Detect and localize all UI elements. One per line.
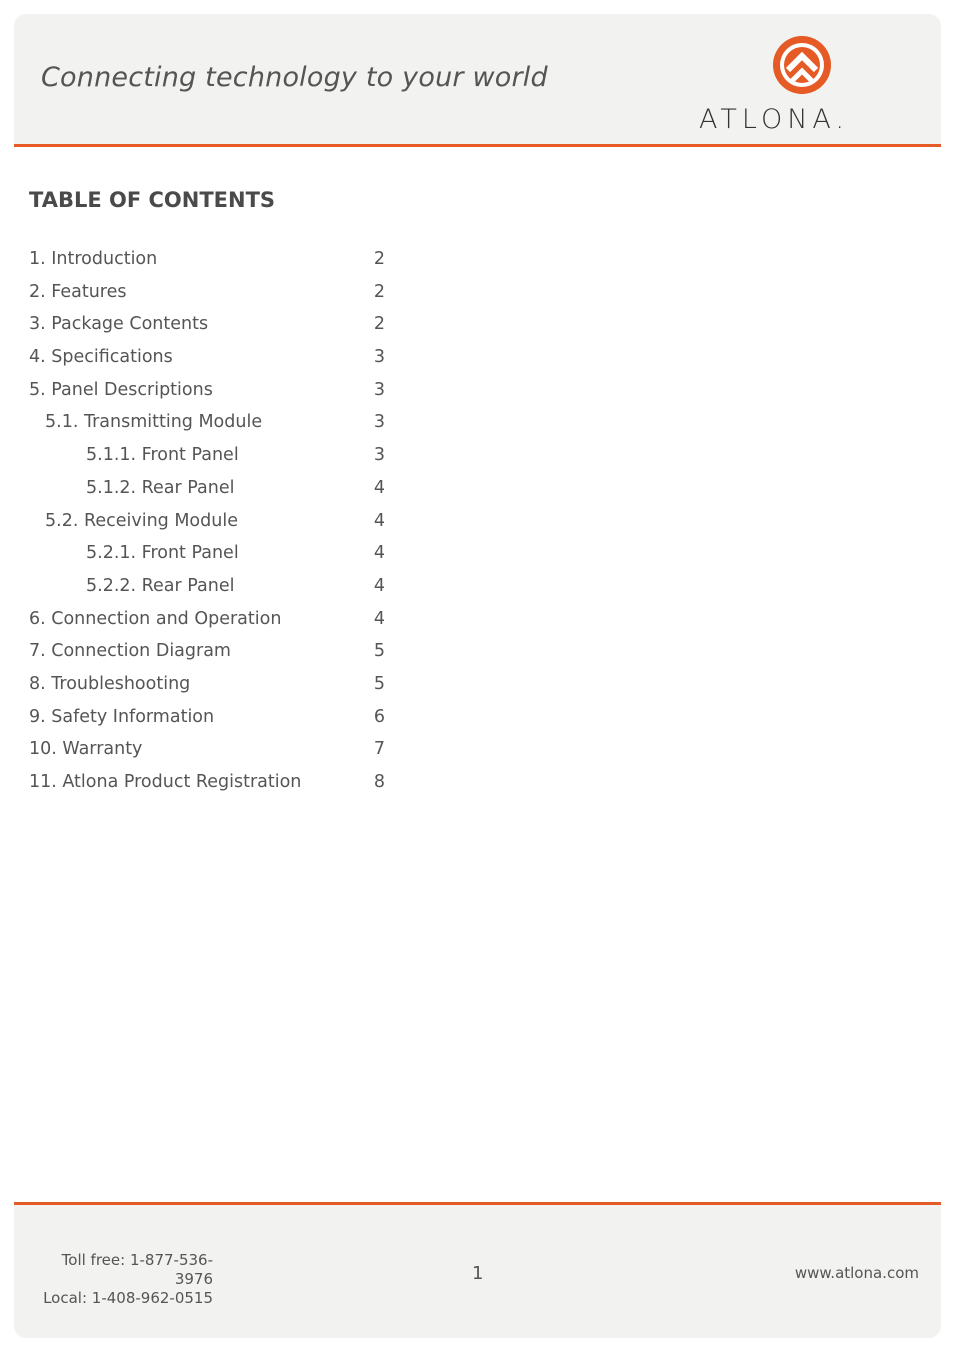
toc-item-page: 4 [373,510,385,531]
contact-info [36,1251,213,1308]
toc-item-label: 5.1. Transmitting Module [45,412,263,433]
toc-item[interactable] [29,472,389,505]
toc-item-label: 10. Warranty [29,739,143,760]
toc-item-page: 8 [373,772,385,792]
toc-item-label: 5.1.2. Rear Panel [86,477,235,498]
tagline: Connecting technology to your world [41,62,548,93]
toc-item-label: 9. Safety Information [29,706,215,727]
toc-item[interactable] [29,341,389,374]
toc-item[interactable] [29,406,389,439]
brand-wordmark: ATLONA. [699,104,849,135]
toc-item-label: 4. Specifications [29,347,173,368]
toc-item-page: 5 [373,641,385,662]
toc-item-label: 5.2.1. Front Panel [86,543,239,564]
toc-item-page: 5 [373,673,385,694]
toc-item[interactable] [29,701,389,734]
toc-item-label: 8. Troubleshooting [29,673,191,694]
page-footer [14,1202,941,1338]
page-number: 1 [472,1263,484,1284]
toc-item-label: 3. Package Contents [29,314,209,335]
page-header [14,14,941,147]
local-number: Local: 1-408-962-0515 [43,1289,213,1307]
toc-item-label: 11. Atlona Product Registration [29,772,302,792]
toc-item-label: 1. Introduction [29,249,158,269]
toc-item[interactable] [29,505,389,538]
toc-item[interactable] [29,603,389,636]
toc-item[interactable] [29,276,389,309]
toc-item-page: 4 [373,608,385,629]
toc-item-label: 5.1.1. Front Panel [86,445,239,466]
toll-free-number: Toll free: 1-877-536-3976 [61,1251,213,1288]
toc-item-page: 4 [373,575,385,596]
toc-item-page: 3 [373,412,385,433]
toc-item-label: 5. Panel Descriptions [29,379,213,400]
atlona-chevron-logo-icon [772,35,832,95]
toc-item-page: 7 [373,739,385,760]
toc-item-label: 6. Connection and Operation [29,608,282,629]
toc-item[interactable] [29,766,389,799]
toc-item[interactable] [29,374,389,407]
toc-item-page: 3 [373,347,385,368]
toc-item-page: 2 [373,314,385,335]
toc-item[interactable] [29,668,389,701]
toc-item-label: 7. Connection Diagram [29,641,231,662]
toc-item[interactable] [29,537,389,570]
toc-item-page: 2 [373,249,385,269]
toc-item[interactable] [29,308,389,341]
website-link[interactable]: www.atlona.com [794,1264,919,1282]
toc-item-page: 4 [373,477,385,498]
toc-item-label: 5.2.2. Rear Panel [86,575,235,596]
toc-item[interactable] [29,733,389,766]
toc-item-page: 4 [373,543,385,564]
toc-item-page: 3 [373,445,385,466]
table-of-contents [29,243,389,799]
toc-item[interactable] [29,635,389,668]
toc-item-page: 3 [373,379,385,400]
toc-item-label: 5.2. Receiving Module [45,510,238,531]
toc-title: TABLE OF CONTENTS [29,188,276,212]
toc-item[interactable] [29,243,389,276]
toc-item[interactable] [29,439,389,472]
toc-item-label: 2. Features [29,281,127,302]
toc-item-page: 6 [373,706,385,727]
toc-item[interactable] [29,570,389,603]
toc-item-page: 2 [373,281,385,302]
